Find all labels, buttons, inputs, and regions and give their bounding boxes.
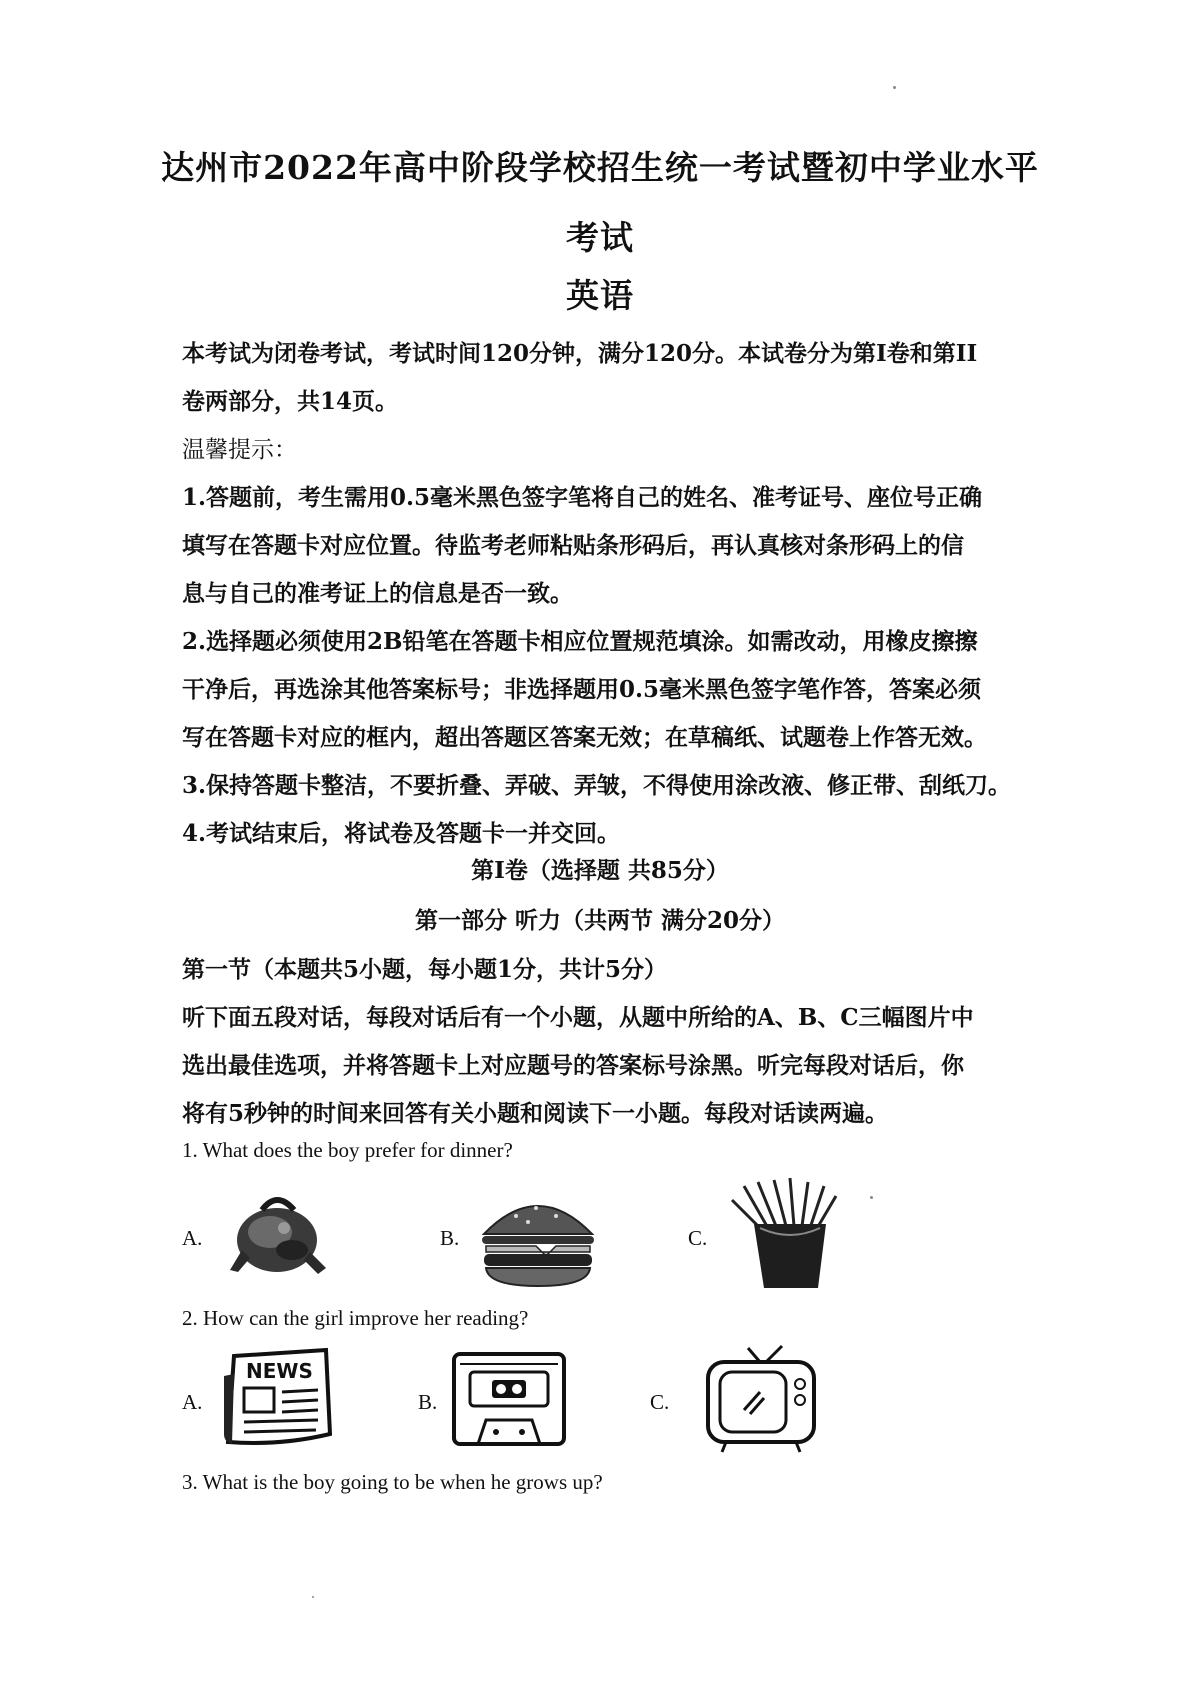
option-label-a: A. — [182, 1226, 203, 1250]
exam-title-line-1: 达州市2022年高中阶段学校招生统一考试暨初中学业水平 — [161, 148, 1039, 187]
warning-heading: 温馨提示： — [182, 437, 297, 463]
tip-line: 填写在答题卡对应位置。待监考老师粘贴条形码后，再认真核对条形码上的信 — [182, 532, 964, 559]
instruction-line: 将有5秒钟的时间来回答有关小题和阅读下一小题。每段对话读两遍。 — [182, 1100, 889, 1127]
intro-line: 卷两部分，共14页。 — [182, 388, 399, 415]
volume-heading: 第I卷（选择题 共85分） — [471, 857, 729, 884]
section-heading: 第一节（本题共5小题，每小题1分，共计5分） — [182, 956, 668, 983]
question-3: 3. What is the boy going to be when he grows up? — [182, 1470, 603, 1494]
exam-title-line-2: 考试 — [566, 218, 634, 257]
exam-intro — [182, 330, 1038, 426]
roast-chicken-icon — [222, 1180, 332, 1290]
television-icon — [704, 1344, 820, 1456]
option-label-c: C. — [650, 1390, 670, 1414]
cassette-tape-icon — [450, 1350, 568, 1448]
scan-speck — [893, 86, 896, 89]
option-label-a: A. — [182, 1390, 203, 1414]
listening-instructions — [182, 994, 1038, 1138]
tip-line: 3.保持答题卡整洁，不要折叠、弄破、弄皱，不得使用涂改液、修正带、刮纸刀。 — [182, 772, 1012, 799]
option-label-b: B. — [440, 1226, 460, 1250]
newspaper-headline: NEWS — [246, 1359, 313, 1383]
scan-speck — [312, 1596, 314, 1598]
question-1: 1. What does the boy prefer for dinner? — [182, 1138, 513, 1162]
tip-line: 写在答题卡对应的框内，超出答题区答案无效；在草稿纸、试题卷上作答无效。 — [182, 724, 987, 751]
tip-line: 4.考试结束后，将试卷及答题卡一并交回。 — [182, 820, 621, 847]
tip-line: 2.选择题必须使用2B铅笔在答题卡相应位置规范填涂。如需改动，用橡皮擦擦 — [182, 628, 978, 655]
scan-speck — [870, 1196, 873, 1199]
french-fries-icon — [724, 1176, 858, 1290]
option-label-b: B. — [418, 1390, 438, 1414]
intro-line: 本考试为闭卷考试，考试时间120分钟，满分120分。本试卷分为第I卷和第II — [182, 340, 978, 367]
tip-line: 干净后，再选涂其他答案标号；非选择题用0.5毫米黑色签字笔作答，答案必须 — [182, 676, 982, 703]
instruction-line: 听下面五段对话，每段对话后有一个小题，从题中所给的A、B、C三幅图片中 — [182, 1004, 974, 1031]
tips-list — [182, 474, 1038, 858]
option-label-c: C. — [688, 1226, 708, 1250]
tip-line: 息与自己的准考证上的信息是否一致。 — [182, 580, 573, 607]
question-2: 2. How can the girl improve her reading? — [182, 1306, 529, 1330]
tip-line: 1.答题前，考生需用0.5毫米黑色签字笔将自己的姓名、准考证号、座位号正确 — [182, 484, 983, 511]
part-heading: 第一部分 听力（共两节 满分20分） — [414, 907, 786, 934]
newspaper-icon — [220, 1346, 336, 1450]
exam-subject: 英语 — [566, 276, 634, 315]
hamburger-icon — [476, 1186, 600, 1290]
instruction-line: 选出最佳选项，并将答题卡上对应题号的答案标号涂黑。听完每段对话后，你 — [182, 1052, 964, 1079]
